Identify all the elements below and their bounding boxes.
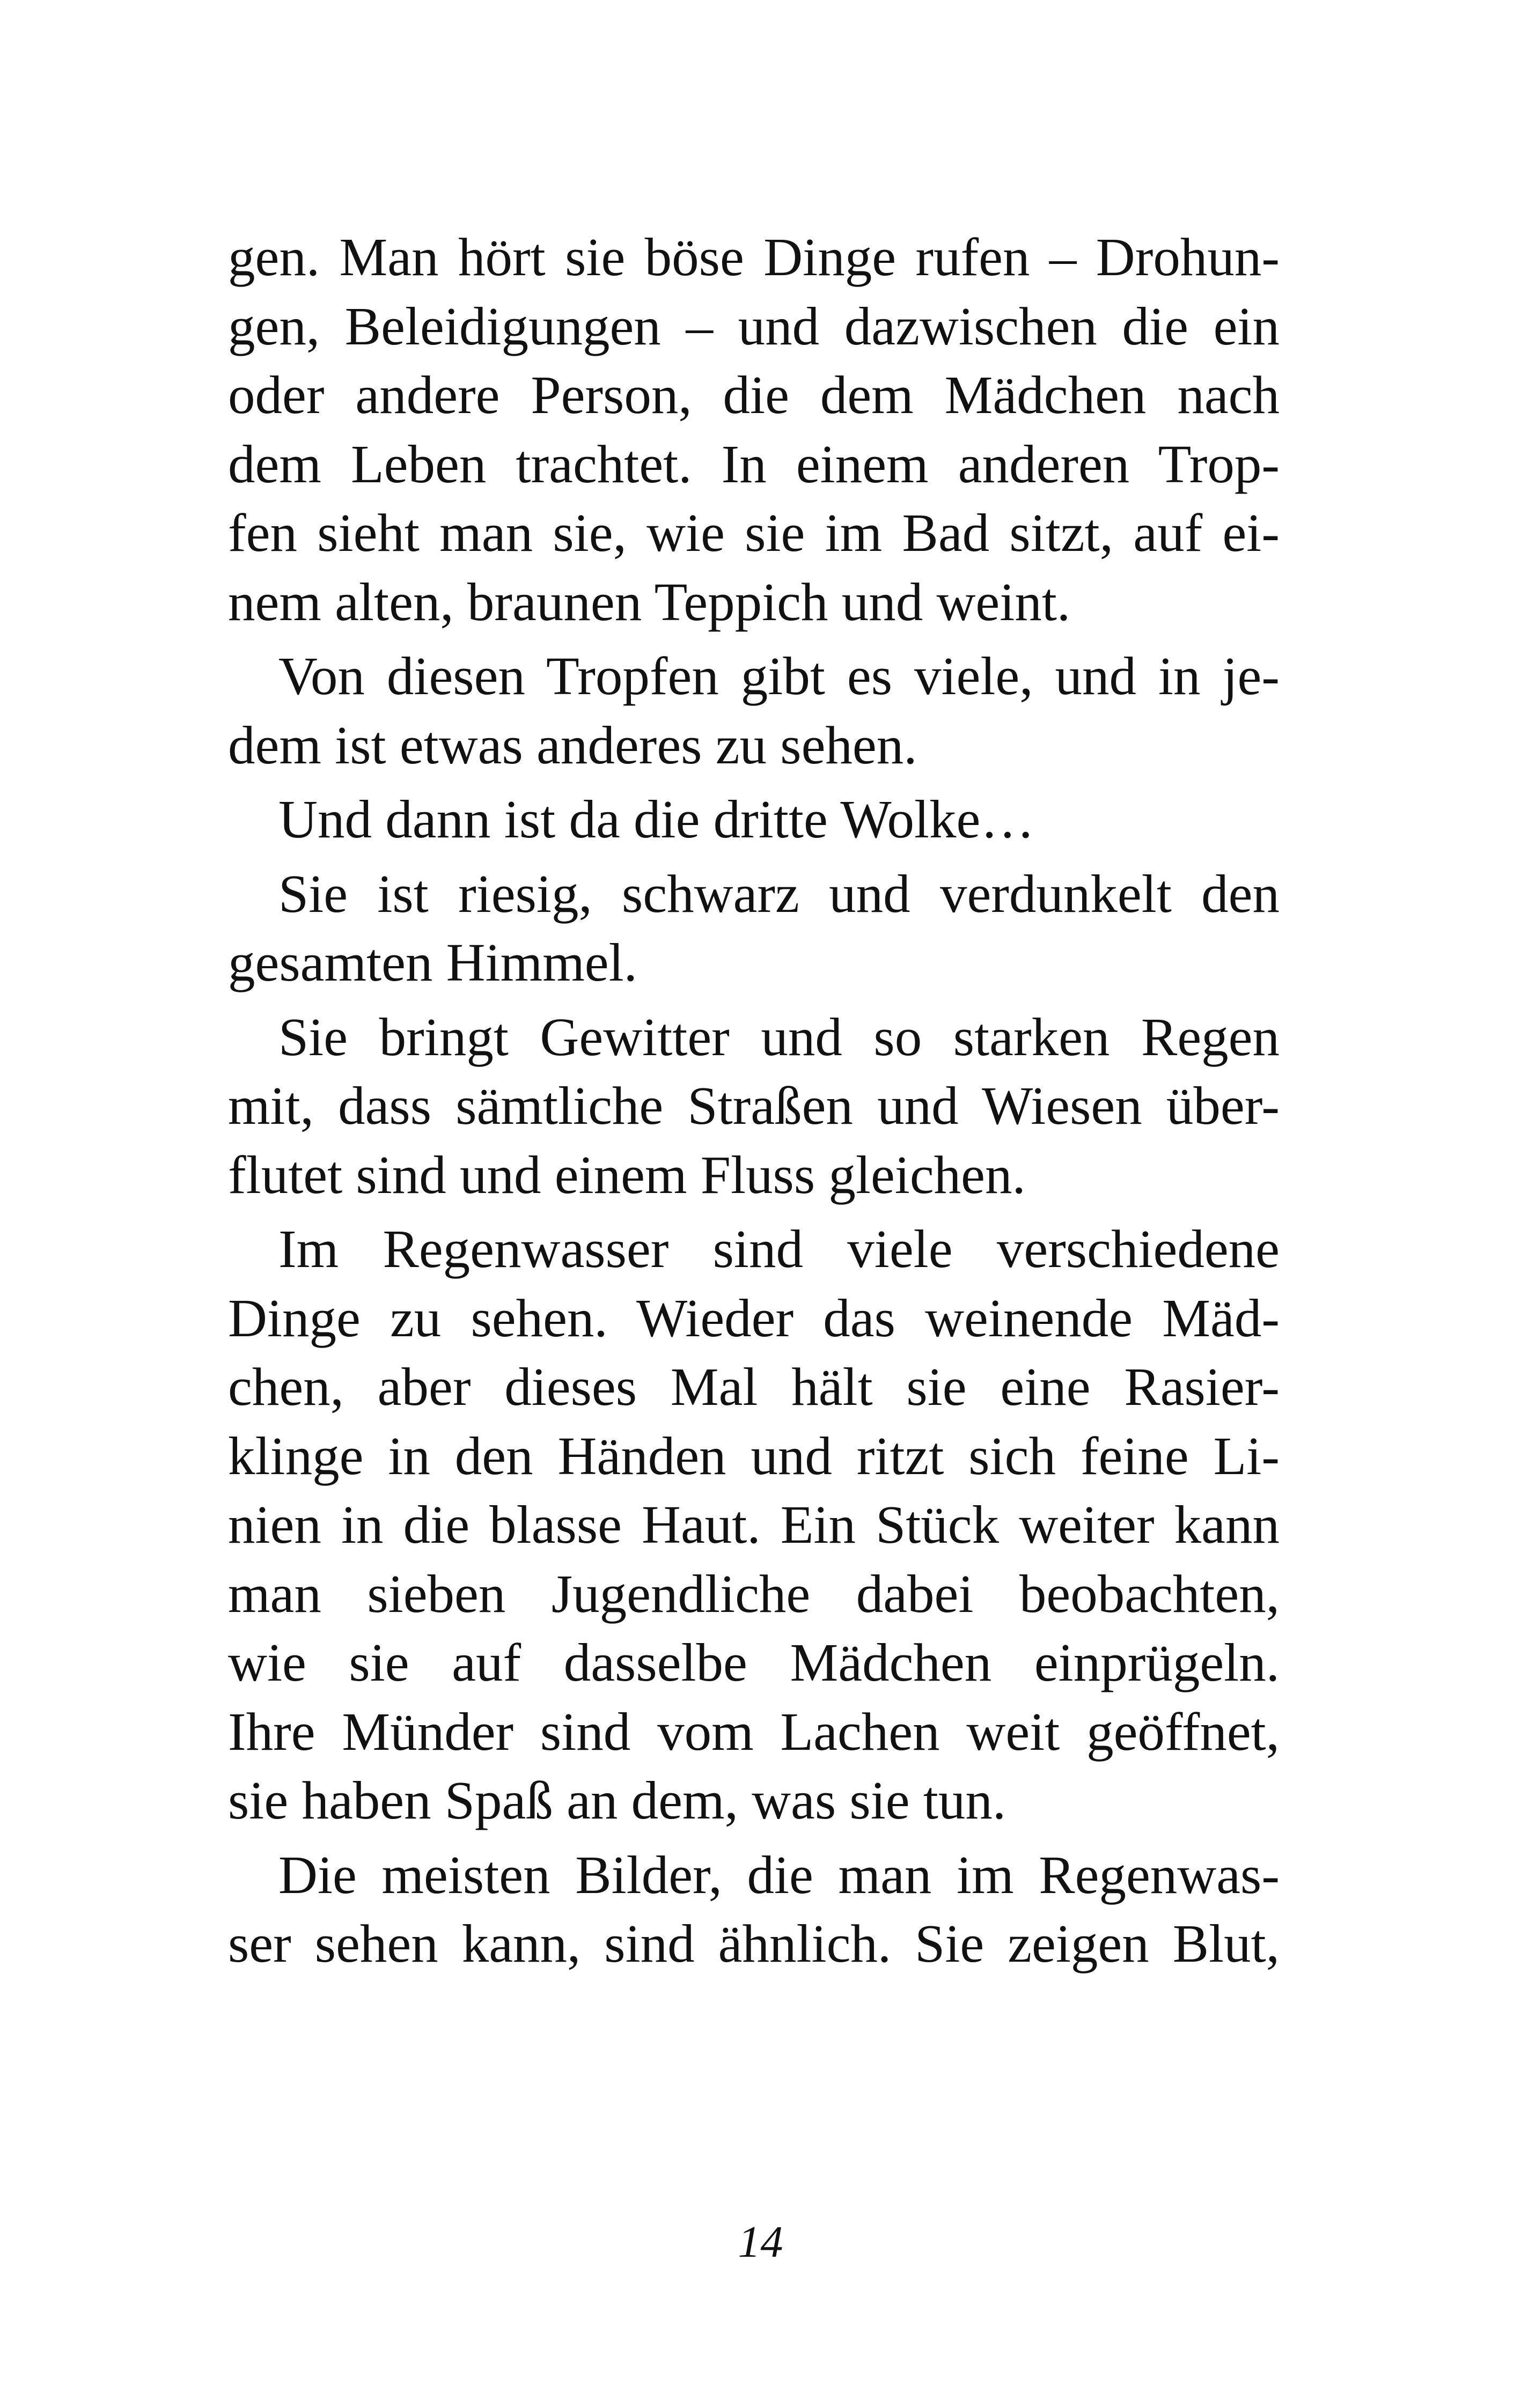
paragraph [228, 1214, 1280, 1835]
paragraph [228, 1003, 1280, 1210]
text-line: gen, Beleidigungen – und dazwischen die ein [228, 296, 1280, 356]
text-line: Und dann ist da die dritte Wolke… [278, 789, 1035, 849]
page-number: 14 [738, 2217, 783, 2267]
text-line: Sie ist riesig, schwarz und verdunkelt den [278, 863, 1280, 924]
text-line: Dinge zu sehen. Wieder das weinende Mäd- [228, 1287, 1280, 1348]
text-line: gesamten Himmel. [228, 932, 637, 992]
paragraph [228, 1840, 1280, 1978]
text-line: dem Leben trachtet. In einem anderen Trop- [228, 433, 1280, 494]
text-line: Ihre Münder sind vom Lachen weit geöffnet, [228, 1701, 1280, 1762]
body-text [228, 223, 1280, 1978]
paragraph [228, 859, 1280, 997]
text-line: sie haben Spaß an dem, was sie tun. [228, 1770, 1006, 1830]
text-line: Sie bringt Gewitter und so starken Regen [278, 1006, 1280, 1067]
text-line: Im Regenwasser sind viele verschiedene [278, 1219, 1280, 1279]
text-line: man sieben Jugendliche dabei beobachten, [228, 1563, 1280, 1624]
text-line: wie sie auf dasselbe Mädchen einprügeln. [228, 1632, 1280, 1692]
text-line: nien in die blasse Haut. Ein Stück weiter kann [228, 1494, 1280, 1555]
text-line: Von diesen Tropfen gibt es viele, und in je- [278, 646, 1280, 706]
text-line: ser sehen kann, sind ähnlich. Sie zeigen Blut, [228, 1913, 1280, 1973]
text-line: dem ist etwas anderes zu sehen. [228, 715, 917, 775]
text-line: nem alten, braunen Teppich und weint. [228, 571, 1071, 632]
paragraph [228, 785, 1280, 854]
text-line: oder andere Person, die dem Mädchen nach [228, 365, 1280, 425]
text-line: mit, dass sämtliche Straßen und Wiesen über- [228, 1076, 1280, 1136]
text-line: klinge in den Händen und ritzt sich feine Li- [228, 1425, 1280, 1486]
text-line: Die meisten Bilder, die man im Regenwas- [278, 1844, 1280, 1905]
text-line: flutet sind und einem Fluss gleichen. [228, 1144, 1026, 1205]
text-line: fen sieht man sie, wie sie im Bad sitzt, auf ei- [228, 503, 1280, 563]
paragraph [228, 223, 1280, 636]
text-line: chen, aber dieses Mal hält sie eine Rasier- [228, 1357, 1280, 1417]
text-line: gen. Man hört sie böse Dinge rufen – Drohun- [228, 227, 1280, 287]
paragraph [228, 642, 1280, 779]
